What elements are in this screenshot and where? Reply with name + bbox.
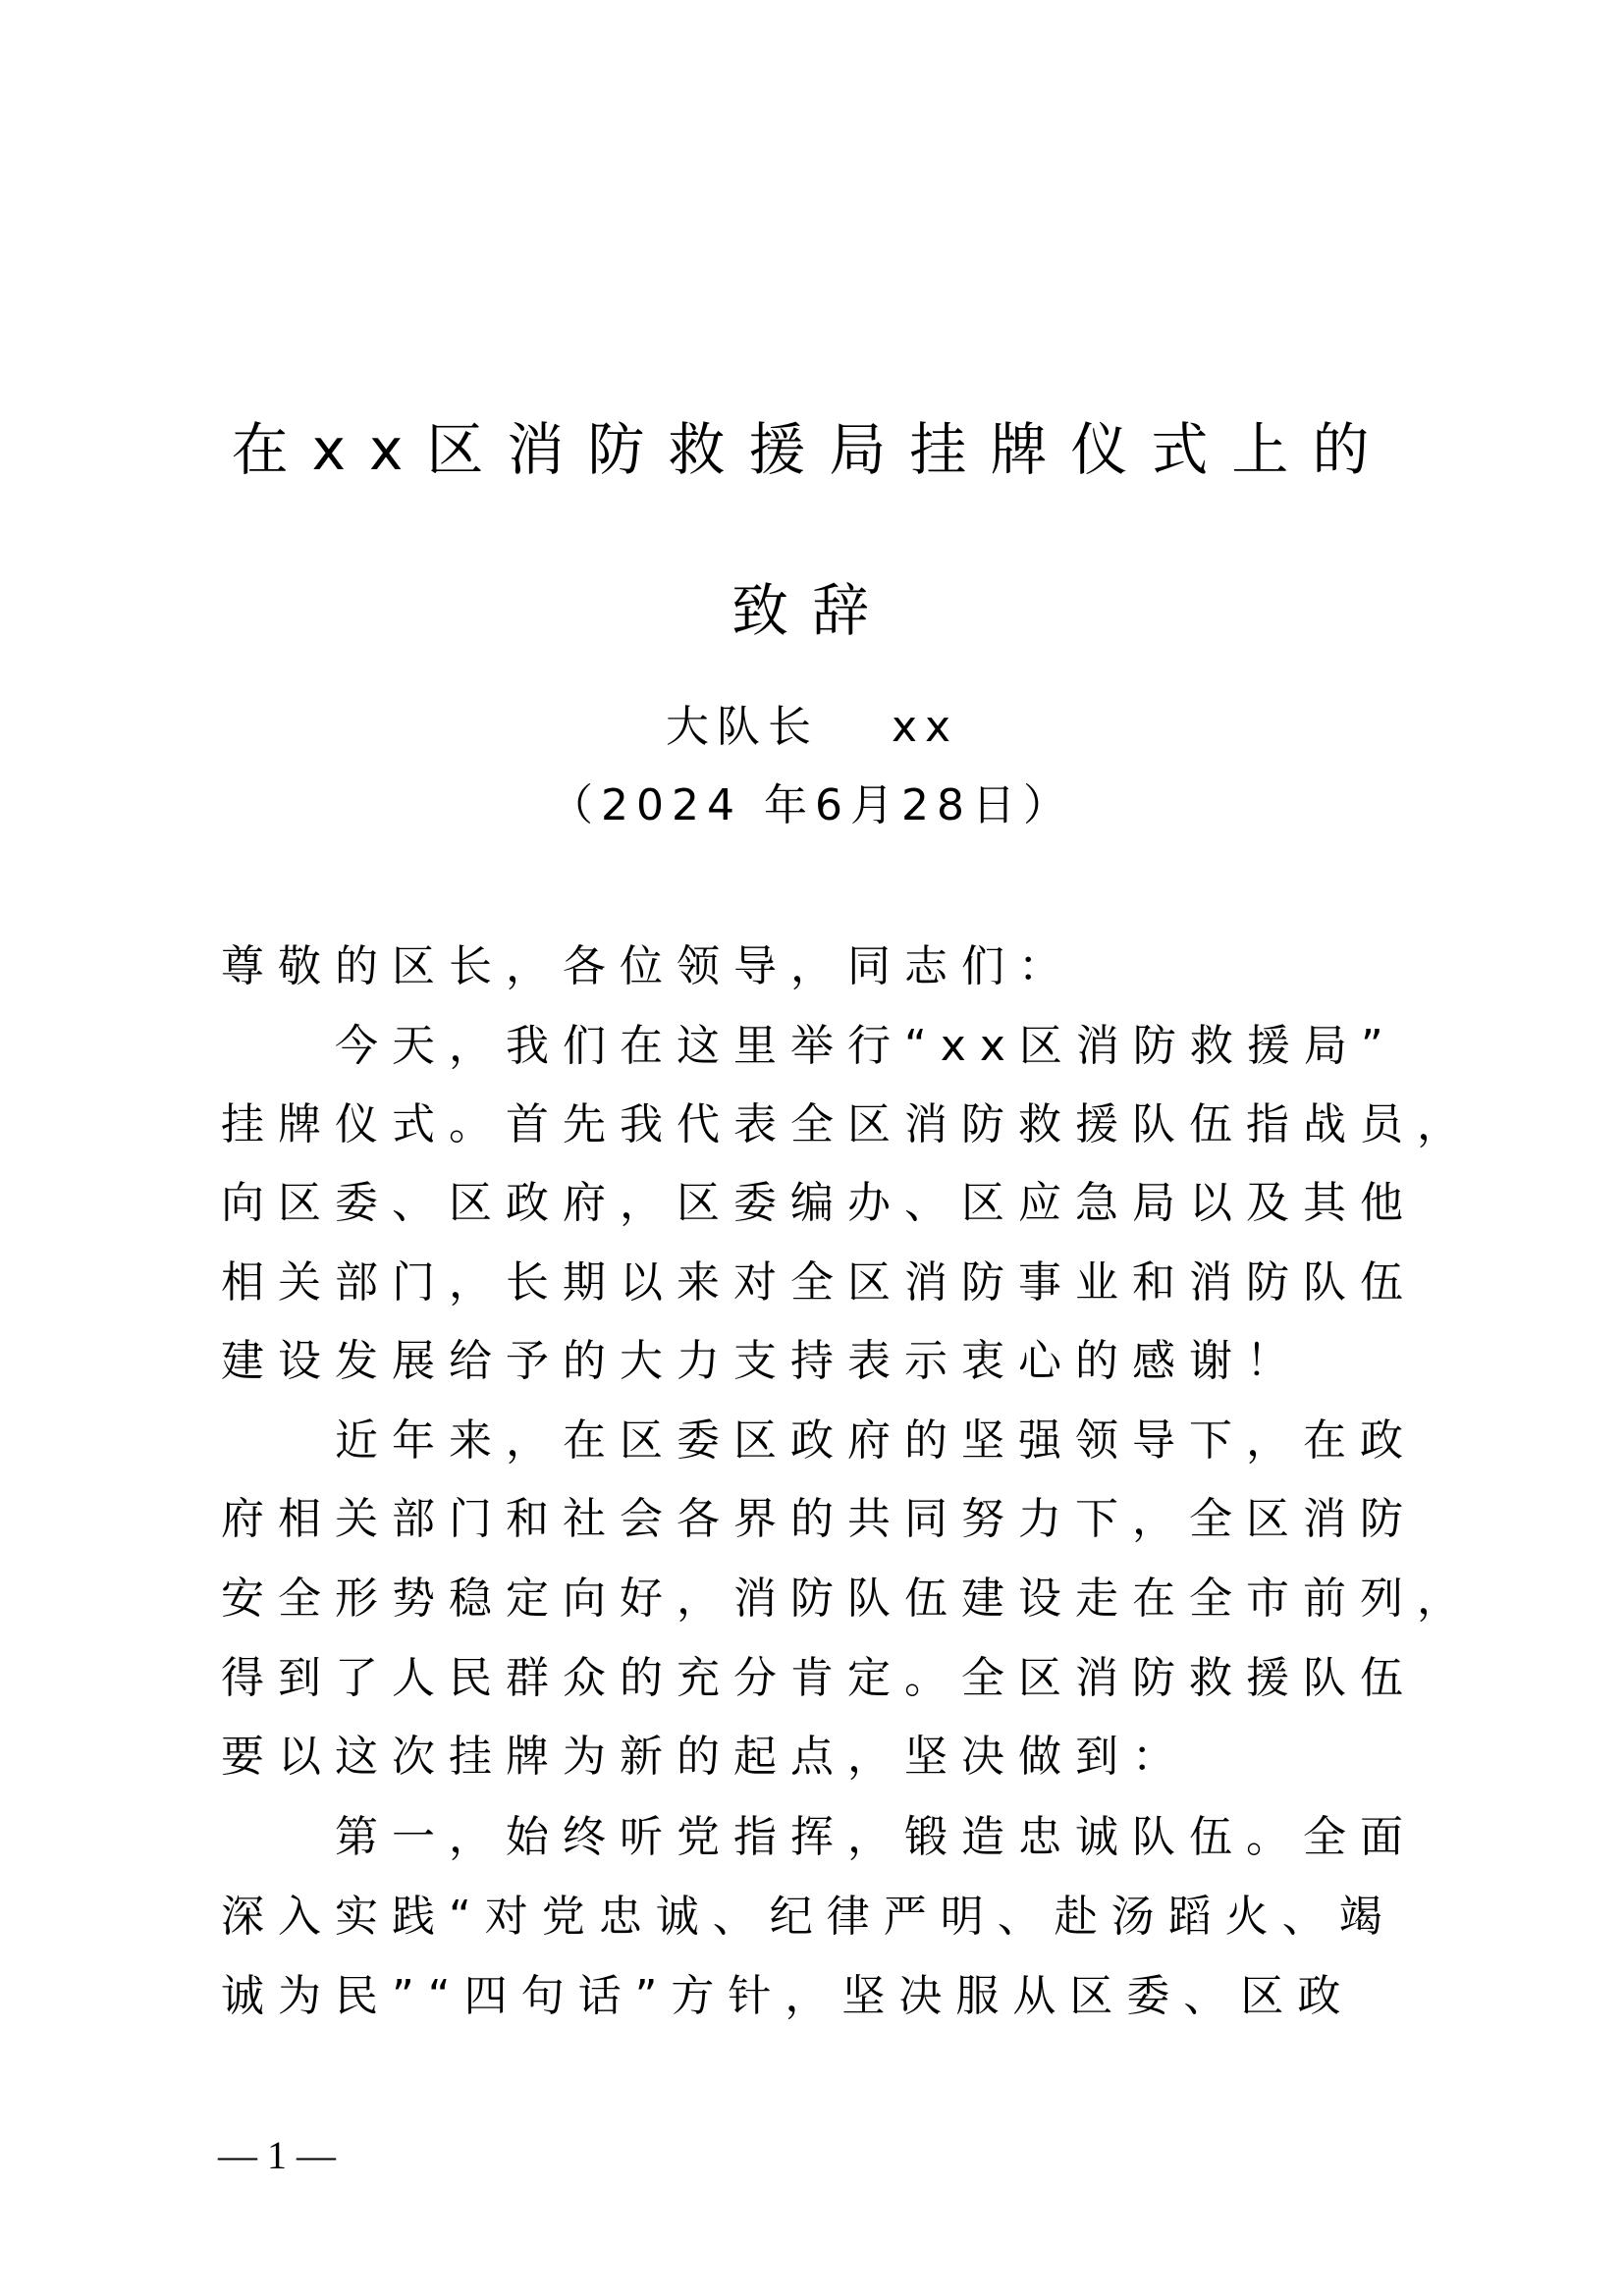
paragraph-3-line: 诚为民”“四句话”方针，坚决服从区委、区政 [221,1971,1355,2021]
author-line: 大队长 xx [665,702,959,752]
paragraph-3-line: 第一，始终听党指挥，锻造忠诚队伍。全面 [335,1812,1417,1862]
page-number: — 1 — [218,2133,336,2177]
paragraph-1-line: 向区委、区政府，区委编办、区应急局以及其他 [221,1178,1417,1228]
salutation: 尊敬的区长，各位领导，同志们： [221,941,1075,991]
paragraph-2-line: 得到了人民群众的充分肯定。全区消防救援队伍 [221,1653,1417,1703]
paragraph-2-line: 府相关部门和社会各界的共同努力下，全区消防 [221,1494,1417,1544]
paragraph-3-line: 深入实践“对党忠诚、纪律严明、赴汤蹈火、竭 [221,1892,1396,1942]
paragraph-1-line: 挂牌仪式。首先我代表全区消防救援队伍指战员， [221,1099,1474,1149]
document-title-line-1: 在xx区消防救援局挂牌仪式上的 [231,416,1393,483]
paragraph-2-line: 安全形势稳定向好，消防队伍建设走在全市前列， [221,1574,1474,1624]
date-line: （2024 年6月28日） [550,780,1074,830]
paragraph-1-line: 建设发展给予的大力支持表示衷心的感谢！ [221,1336,1303,1386]
paragraph-2-line: 近年来，在区委区政府的坚强领导下，在政 [335,1415,1417,1466]
paragraph-2-line: 要以这次挂牌为新的起点，坚决做到： [221,1732,1189,1782]
document-title-line-2: 致辞 [731,577,893,644]
paragraph-1-line: 今天，我们在这里举行“xx区消防救援局” [335,1021,1397,1071]
paragraph-1-line: 相关部门，长期以来对全区消防事业和消防队伍 [221,1257,1417,1308]
